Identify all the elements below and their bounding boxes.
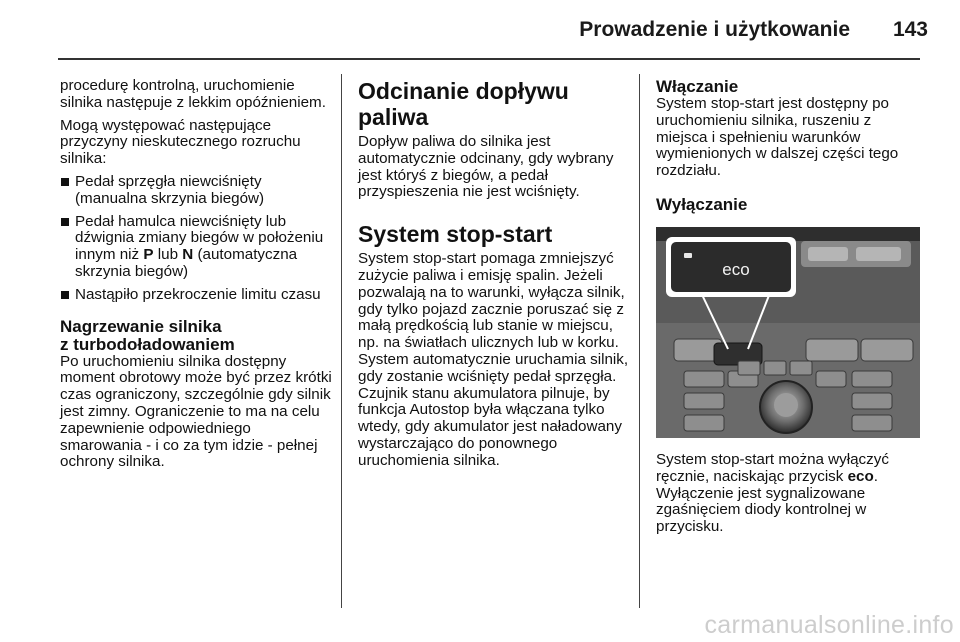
heading-line: z turbodoładowaniem xyxy=(60,334,235,354)
section-heading: Wyłączanie xyxy=(656,194,748,214)
paragraph: procedurę kontrolną, uruchomienie silnika następuje z lekkim opóźnieniem. xyxy=(60,77,326,111)
paragraph xyxy=(656,452,924,536)
page-number: 143 xyxy=(892,18,928,41)
gear-p-label: P xyxy=(143,246,154,264)
column-divider-right xyxy=(639,74,640,608)
column-left xyxy=(60,78,332,477)
column-right xyxy=(656,78,924,542)
list-item-text: (automatyczna skrzynia biegów) xyxy=(75,246,298,280)
paragraph-text: System stop-start można wyłączyć ręcznie, naciskając przycisk xyxy=(656,450,889,485)
section-heading: System stop-start xyxy=(358,221,553,248)
section-heading: Włączanie xyxy=(656,77,739,96)
paragraph: System stop-start jest dostępny po uruchomieniu silnika, ruszeniu z miejsca i spełnieniu warunków wymienionych w dalszej części tego rozdziału. xyxy=(656,95,899,180)
paragraph-text: . Wyłączenie jest sygnalizowane zgaśnięciem diody kontrolnej w przycisku. xyxy=(656,467,879,536)
list-item: Nastąpiło przekroczenie limitu czasu xyxy=(60,287,332,304)
conjunction: lub xyxy=(157,246,179,264)
paragraph: Dopływ paliwa do silnika jest automatycznie odcinany, gdy wybrany jest któryś z biegów, a pedał przyspieszenia nie jest wciśnięty. xyxy=(358,133,614,201)
eco-button-name: eco xyxy=(847,467,874,485)
eco-button-label: eco xyxy=(722,259,750,279)
section-heading xyxy=(60,318,332,354)
bullet-list xyxy=(60,174,332,304)
header-rule xyxy=(58,58,920,60)
heading-line: Nagrzewanie silnika xyxy=(60,316,222,336)
list-item xyxy=(60,214,332,281)
paragraph: System stop-start pomaga zmniejszyć zużycie paliwa i emisję spalin. Jeżeli pozwalają na to warunki, wyłącza silnik, gdy tylko pojazd zacznie poruszać się z małą prędkością lub stanie w miejscu, np. na światłach ulicznych lub w korku. System automatycznie uruchamia silnik, gdy zostanie wciśnięty pedał sprzęgła. Czujnik stanu akumulatora pilnuje, by funkcja Autostop była włączana tylko wtedy, gdy akumulator jest naładowany wystarczająco do ponownego uruchomienia silnika. xyxy=(358,250,629,469)
list-item: Pedał sprzęgła niewciśnięty (manualna skrzynia biegów) xyxy=(60,174,332,208)
watermark: carmanualsonline.info xyxy=(704,611,954,639)
paragraph: Mogą występować następujące przyczyny nieskutecznego rozruchu silnika: xyxy=(60,116,301,168)
list-item-text: Pedał hamulca niewciśnięty lub dźwignia zmiany biegów w położeniu innym niż xyxy=(75,212,324,264)
indicator-led-icon xyxy=(684,253,692,258)
column-middle xyxy=(358,78,630,476)
column-divider-left xyxy=(341,74,342,608)
section-title: Prowadzenie i użytkowanie xyxy=(579,18,850,41)
center-console-photo xyxy=(656,227,920,438)
gear-n-label: N xyxy=(182,246,194,264)
paragraph: Po uruchomieniu silnika dostępny moment obrotowy może być przez krótki czas ograniczony, szczególnie gdy silnik jest zimny. Ograniczenie to ma na celu zapewnienie odpowiedniego smarowania - i co za tym idzie - pełnej ochrony silnika. xyxy=(60,352,332,471)
section-heading: Odcinanie dopływu paliwa xyxy=(358,78,569,130)
